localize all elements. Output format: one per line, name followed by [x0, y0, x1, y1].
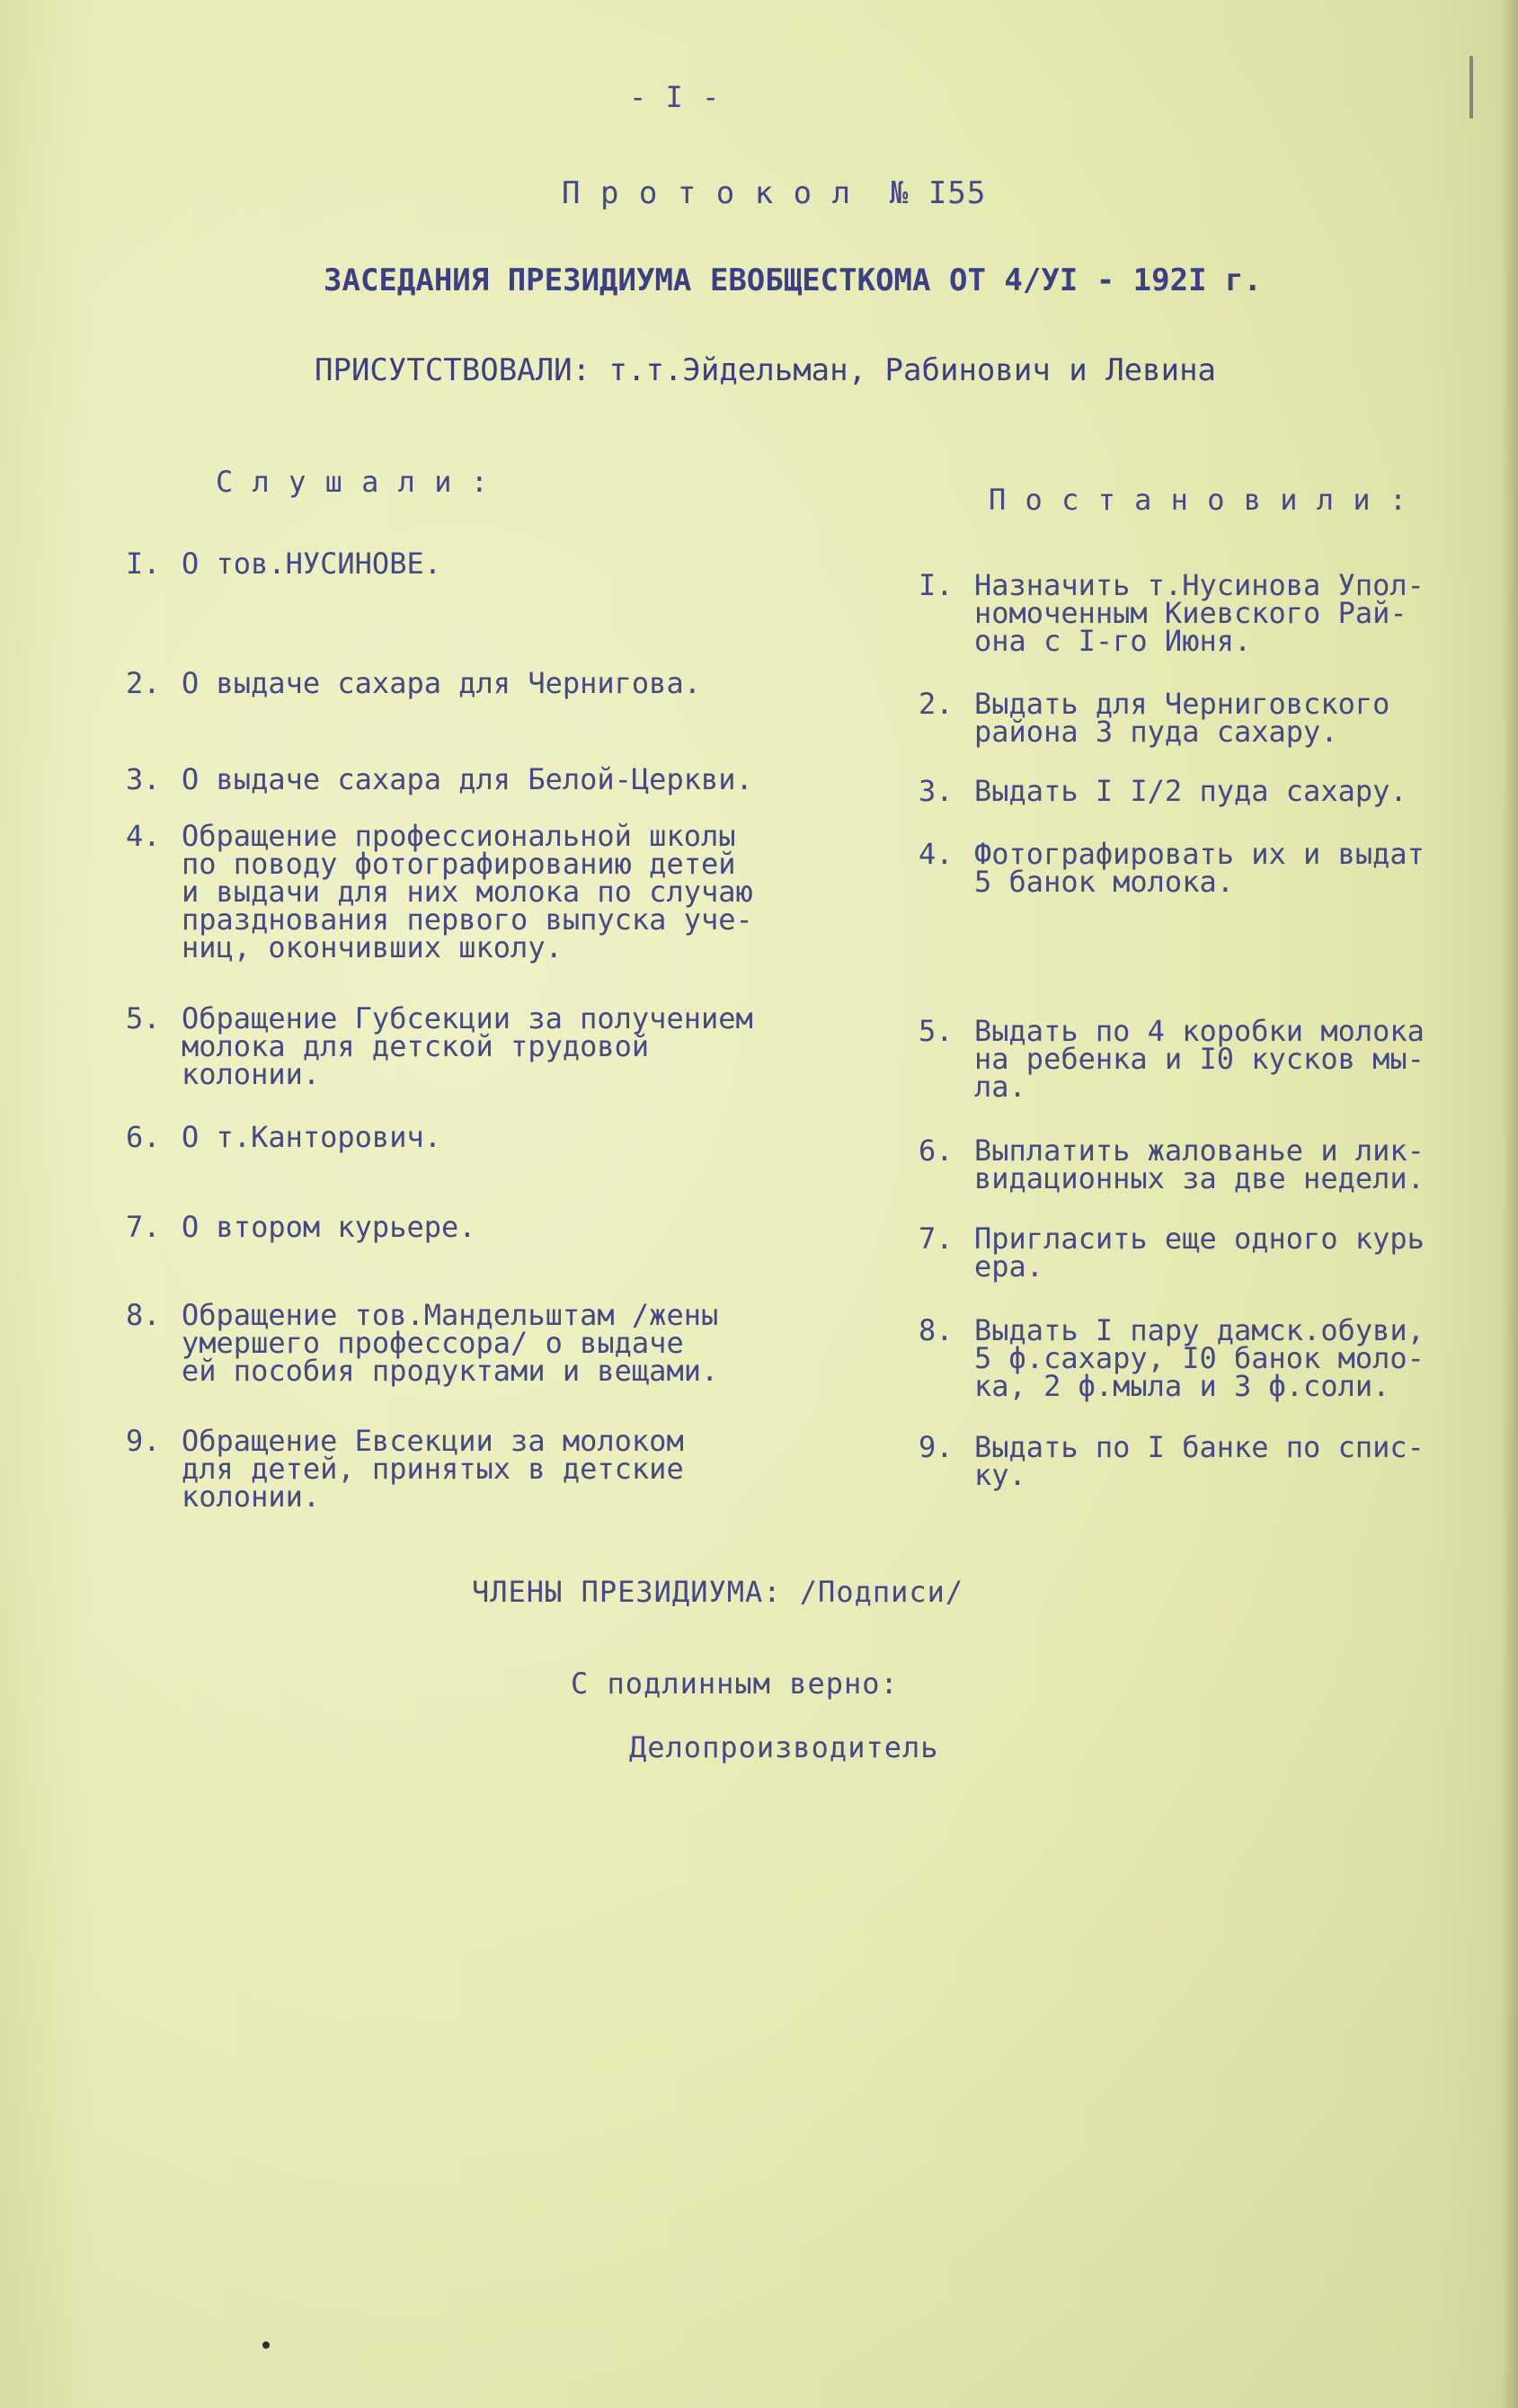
heard-item-text [182, 819, 753, 964]
resolved-item-text [974, 687, 1390, 749]
heard-item-line: колонии. [182, 1479, 321, 1514]
resolved-item-line: ера. [974, 1249, 1044, 1284]
heard-item-line: ниц, окончивших школу. [182, 930, 563, 964]
resolved-item-number: 4. [919, 837, 954, 871]
heard-item-line: по поводу фотографированию детей [182, 847, 736, 881]
resolved-item-line: Выдать I I/2 пуда сахару. [974, 774, 1407, 808]
heard-item-number: 7. [126, 1210, 161, 1244]
heard-item-line: О тов.НУСИНОВЕ. [182, 546, 441, 581]
resolved-item-number: 2. [919, 687, 954, 721]
heard-item-line: О втором курьере. [182, 1210, 476, 1244]
heard-item-line: и выдачи для них молока по случаю [182, 875, 753, 909]
heard-item-number: 8. [126, 1298, 161, 1332]
pencil-mark [1469, 56, 1473, 119]
resolved-item-text [974, 774, 1407, 808]
meeting-subtitle: ЗАСЕДАНИЯ ПРЕЗИДИУМА ЕВОБЩЕСТКОМА ОТ 4/УI - 192I г. [324, 262, 1262, 298]
resolved-header: П о с т а н о в и л и : [989, 483, 1408, 517]
heard-item-number: I. [126, 546, 161, 581]
heard-item-line: Обращение Губсекции за получением [182, 1001, 753, 1035]
resolved-item-text [974, 1133, 1425, 1195]
resolved-item-number: 3. [919, 774, 954, 808]
heard-item-number: 3. [126, 762, 161, 796]
resolved-item-line: Выдать по 4 коробки молока [974, 1014, 1425, 1048]
resolved-item-line: 5 ф.сахару, I0 банок моло- [974, 1341, 1425, 1375]
heard-item-line: для детей, принятых в детские [182, 1452, 684, 1486]
heard-item-line: Обращение тов.Мандельштам /жены [182, 1298, 719, 1332]
resolved-item-number: 7. [919, 1222, 954, 1256]
heard-item-text [182, 666, 701, 700]
resolved-item-line: ка, 2 ф.мыла и 3 ф.соли. [974, 1369, 1390, 1403]
heard-item-line: О выдаче сахара для Белой-Церкви. [182, 762, 753, 796]
heard-item-line: О т.Канторович. [182, 1120, 441, 1154]
resolved-item-line: 5 банок молока. [974, 865, 1234, 899]
resolved-item-line: Фотографировать их и выдат [974, 837, 1425, 871]
resolved-item-line: ла. [974, 1070, 1026, 1104]
resolved-item-line: Выдать для Черниговского [974, 687, 1390, 721]
resolved-item-number: 5. [919, 1014, 954, 1048]
heard-item-number: 9. [126, 1424, 161, 1458]
resolved-item-line: Выплатить жалованье и лик- [974, 1133, 1425, 1168]
heard-item-line: О выдаче сахара для Чернигова. [182, 666, 701, 700]
resolved-item-line: Выдать I пару дамск.обуви, [974, 1313, 1425, 1347]
resolved-item-line: Назначить т.Нусинова Упол- [974, 568, 1425, 602]
resolved-item-line: ку. [974, 1458, 1026, 1492]
resolved-item-text [974, 837, 1425, 899]
heard-item-line: ей пособия продуктами и вещами. [182, 1354, 719, 1388]
heard-item-number: 2. [126, 666, 161, 700]
heard-item-line: молока для детской трудовой [182, 1029, 650, 1063]
resolved-item-text [974, 1222, 1425, 1284]
resolved-item-text [974, 1430, 1425, 1492]
resolved-item-number: 9. [919, 1430, 954, 1464]
clerk-line: Делопроизводитель [629, 1730, 939, 1764]
heard-item-line: Обращение профессиональной школы [182, 819, 736, 853]
heard-item-text [182, 1210, 476, 1244]
heard-item-line: умершего профессора/ о выдаче [182, 1326, 684, 1360]
certified-line: С подлинным верно: [571, 1666, 899, 1701]
resolved-item-text [974, 1014, 1425, 1104]
resolved-item-text [974, 1313, 1425, 1403]
page-edge-shadow [1502, 0, 1518, 2408]
resolved-item-line: видационных за две недели. [974, 1161, 1425, 1195]
present-line: ПРИСУТСТВОВАЛИ: т.т.Эйдельман, Рабинович и Левина [315, 352, 1217, 388]
resolved-item-number: 6. [919, 1133, 954, 1168]
resolved-item-line: района 3 пуда сахару. [974, 715, 1338, 749]
heard-item-text [182, 1424, 684, 1514]
page-number: - I - [629, 80, 721, 114]
resolved-item-number: 8. [919, 1313, 954, 1347]
heard-item-number: 5. [126, 1001, 161, 1035]
signatures-line: ЧЛЕНЫ ПРЕЗИДИУМА: /Подписи/ [472, 1575, 964, 1609]
heard-item-text [182, 1001, 753, 1091]
heard-item-number: 4. [126, 819, 161, 853]
heard-header: С л у ш а л и : [216, 465, 489, 499]
resolved-item-line: Выдать по I банке по спис- [974, 1430, 1425, 1464]
ink-dot [262, 2341, 270, 2349]
resolved-item-text [974, 568, 1425, 658]
heard-item-number: 6. [126, 1120, 161, 1154]
resolved-item-line: она с I-го Июня. [974, 624, 1252, 658]
resolved-item-line: Пригласить еще одного курь [974, 1222, 1425, 1256]
resolved-item-line: на ребенка и I0 кусков мы- [974, 1042, 1425, 1076]
heard-item-line: колонии. [182, 1057, 321, 1091]
heard-item-text [182, 762, 753, 796]
resolved-item-number: I. [919, 568, 954, 602]
protocol-title: П р о т о к о л № I55 [562, 175, 987, 211]
heard-item-line: Обращение Евсекции за молоком [182, 1424, 684, 1458]
heard-item-text [182, 1120, 441, 1154]
heard-item-line: празднования первого выпуска уче- [182, 902, 753, 937]
heard-item-text [182, 1298, 719, 1388]
heard-item-text [182, 546, 441, 581]
resolved-item-line: номоченным Киевского Рай- [974, 596, 1407, 630]
